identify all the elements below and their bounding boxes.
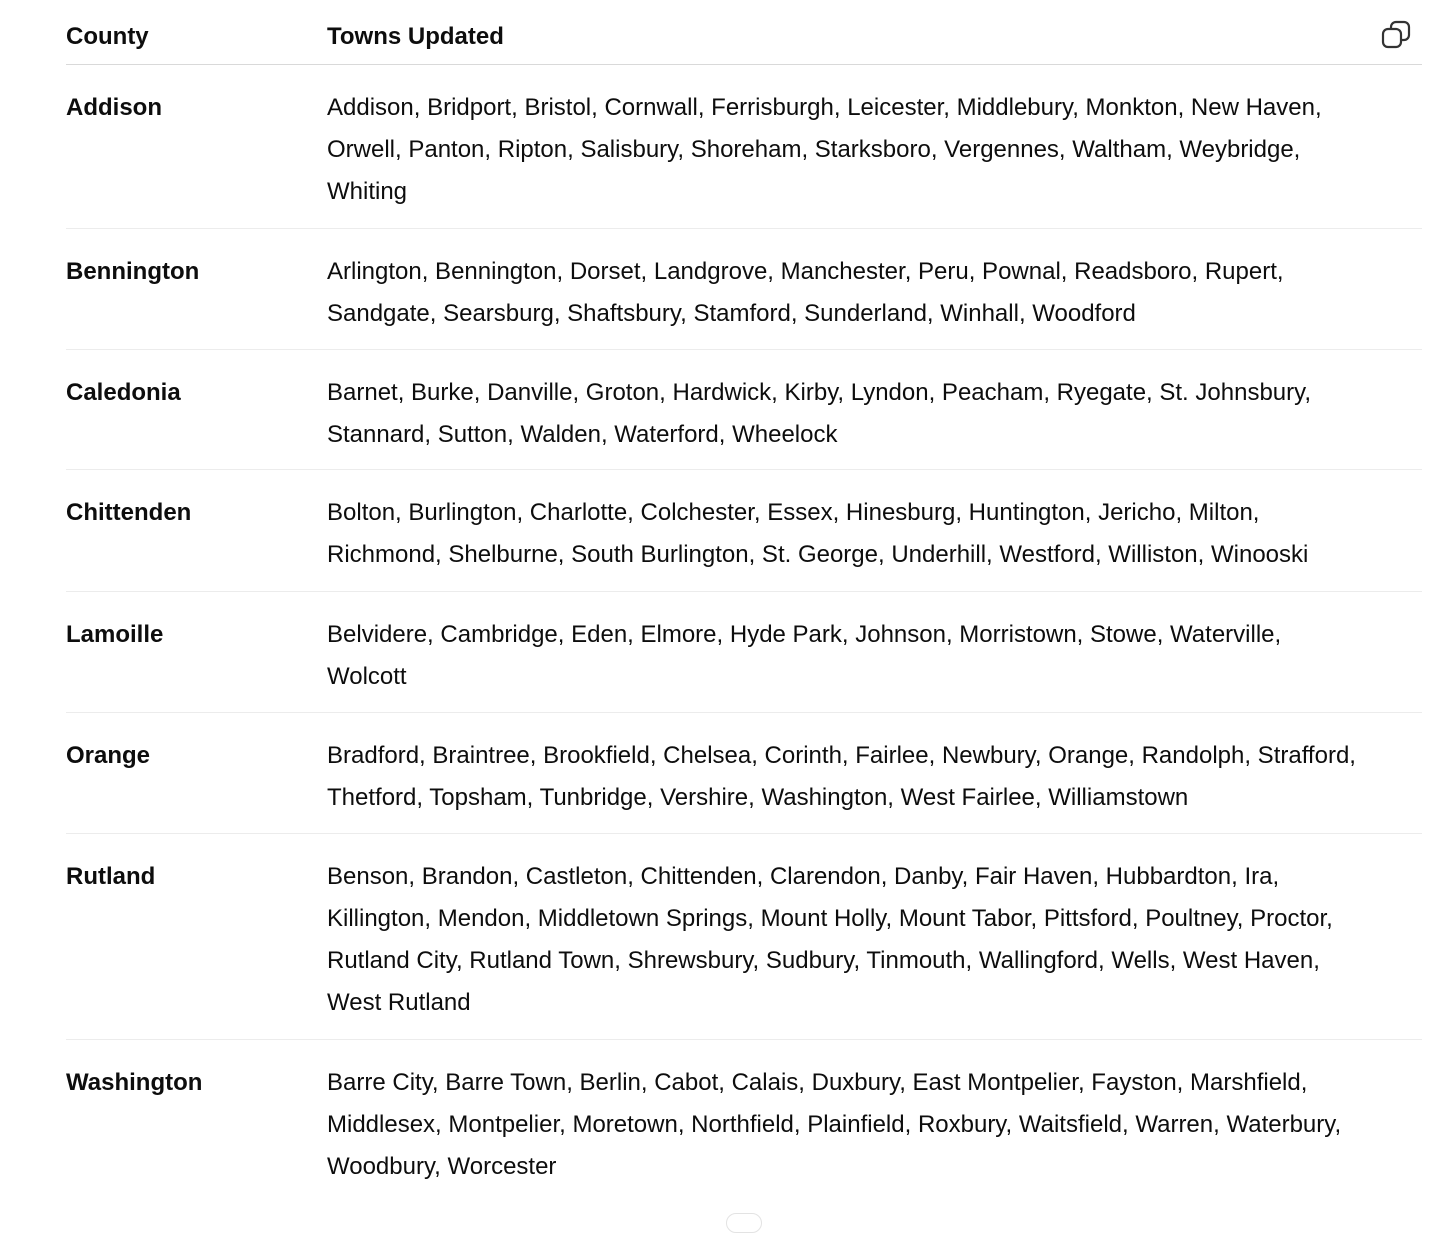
towns-line: Orwell, Panton, Ripton, Salisbury, Shoreham, Starksboro, Vergennes, Waltham, Weybridge,	[327, 136, 1301, 163]
scroll-down-button[interactable]	[726, 1213, 762, 1233]
county-name: Bennington	[66, 258, 200, 285]
county-towns-table	[66, 0, 1422, 1217]
county-name: Rutland	[66, 863, 156, 890]
towns-list	[327, 735, 1427, 819]
county-name: Addison	[66, 94, 162, 121]
table-row	[66, 229, 1422, 350]
towns-line: Addison, Bridport, Bristol, Cornwall, Ferrisburgh, Leicester, Middlebury, Monkton, New Haven,	[327, 94, 1322, 121]
county-name: Caledonia	[66, 379, 181, 406]
towns-line: Sandgate, Searsburg, Shaftsbury, Stamford, Sunderland, Winhall, Woodford	[327, 300, 1136, 327]
towns-list	[327, 87, 1427, 213]
towns-line: Killington, Mendon, Middletown Springs, Mount Holly, Mount Tabor, Pittsford, Poultney, Proctor,	[327, 905, 1333, 932]
towns-line: Middlesex, Montpelier, Moretown, Northfield, Plainfield, Roxbury, Waitsfield, Warren, Waterbury,	[327, 1111, 1342, 1138]
table-row	[66, 65, 1422, 229]
county-name: Lamoille	[66, 621, 164, 648]
towns-line: Wolcott	[327, 663, 407, 690]
towns-line: Thetford, Topsham, Tunbridge, Vershire, Washington, West Fairlee, Williamstown	[327, 784, 1189, 811]
towns-list	[327, 251, 1427, 335]
table-row	[66, 834, 1422, 1040]
table-row	[66, 592, 1422, 713]
towns-line: West Rutland	[327, 989, 471, 1016]
table-header	[66, 0, 1422, 65]
county-name: Chittenden	[66, 499, 192, 526]
towns-list	[327, 614, 1427, 698]
county-name: Washington	[66, 1069, 203, 1096]
table-row	[66, 350, 1422, 470]
towns-list	[327, 856, 1427, 1024]
towns-list	[327, 492, 1427, 576]
towns-line: Bradford, Braintree, Brookfield, Chelsea, Corinth, Fairlee, Newbury, Orange, Randolph, Strafford,	[327, 742, 1356, 769]
towns-line: Barre City, Barre Town, Berlin, Cabot, Calais, Duxbury, East Montpelier, Fayston, Marshfield,	[327, 1069, 1308, 1096]
towns-line: Benson, Brandon, Castleton, Chittenden, Clarendon, Danby, Fair Haven, Hubbardton, Ira,	[327, 863, 1280, 890]
towns-line: Barnet, Burke, Danville, Groton, Hardwick, Kirby, Lyndon, Peacham, Ryegate, St. Johnsbury,	[327, 379, 1312, 406]
towns-line: Whiting	[327, 178, 408, 205]
towns-line: Woodbury, Worcester	[327, 1153, 557, 1180]
table-row	[66, 713, 1422, 834]
towns-line: Arlington, Bennington, Dorset, Landgrove, Manchester, Peru, Pownal, Readsboro, Rupert,	[327, 258, 1284, 285]
county-name: Orange	[66, 742, 151, 769]
towns-line: Rutland City, Rutland Town, Shrewsbury, Sudbury, Tinmouth, Wallingford, Wells, West Haven,	[327, 947, 1320, 974]
column-header-county: County	[66, 23, 149, 50]
table-row	[66, 470, 1422, 592]
towns-line: Bolton, Burlington, Charlotte, Colchester, Essex, Hinesburg, Huntington, Jericho, Milton,	[327, 499, 1260, 526]
towns-list	[327, 372, 1427, 456]
towns-line: Stannard, Sutton, Walden, Waterford, Wheelock	[327, 421, 838, 448]
table-row	[66, 1040, 1422, 1217]
copy-icon[interactable]	[1380, 19, 1414, 53]
towns-line: Richmond, Shelburne, South Burlington, St. George, Underhill, Westford, Williston, Winooski	[327, 541, 1309, 568]
column-header-towns-updated: Towns Updated	[327, 23, 504, 50]
towns-line: Belvidere, Cambridge, Eden, Elmore, Hyde Park, Johnson, Morristown, Stowe, Waterville,	[327, 621, 1282, 648]
towns-list	[327, 1062, 1427, 1188]
